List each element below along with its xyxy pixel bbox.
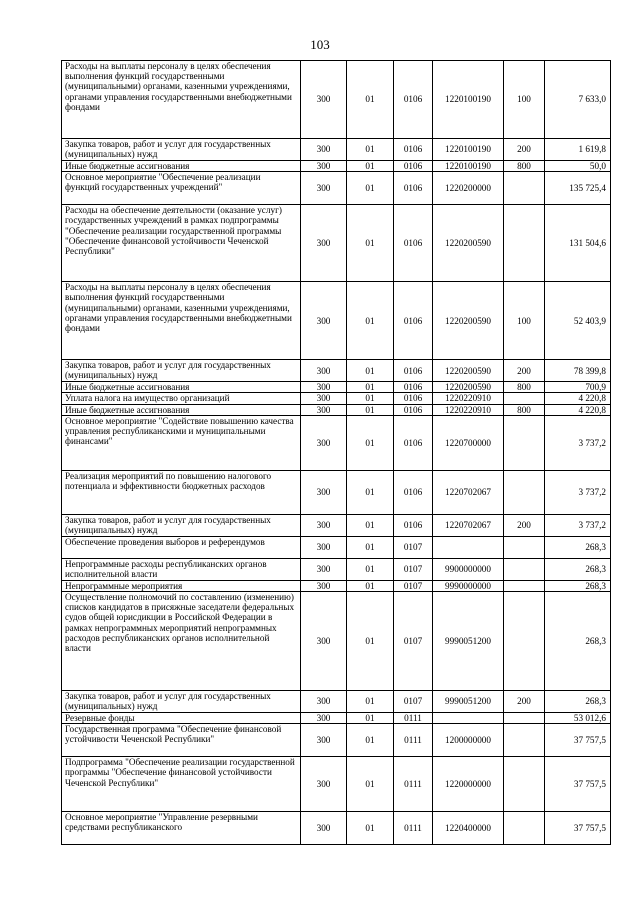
amount: 7 633,0 [545, 61, 611, 139]
expense-type-code [504, 205, 545, 282]
table-row [62, 470, 611, 514]
expense-type-code [504, 393, 545, 404]
target-article-code: 1220100190 [433, 161, 504, 172]
item-name: Расходы на выплаты персоналу в целях обеспечения выполнения функций государственными (муниципальными) органами, казенными учреждениями, органами управления государственными внебюджетными фондами [62, 282, 301, 360]
grbs-code: 300 [301, 536, 347, 558]
grbs-code: 300 [301, 360, 347, 382]
item-name: Основное мероприятие "Управление резервными средствами республиканского [62, 812, 301, 845]
table-row [62, 713, 611, 724]
subsection-code: 0107 [394, 580, 433, 591]
subsection-code: 0106 [394, 470, 433, 514]
table-row [62, 61, 611, 139]
item-name: Подпрограмма "Обеспечение реализации государственной программы "Обеспечение финансовой устойчивости Чеченской Республики" [62, 757, 301, 812]
target-article-code: 9900000000 [433, 558, 504, 580]
target-article-code: 9990051200 [433, 592, 504, 691]
table-row [62, 757, 611, 812]
subsection-code: 0106 [394, 139, 433, 161]
target-article-code: 1220100190 [433, 139, 504, 161]
item-name: Реализация мероприятий по повышению налогового потенциала и эффективности бюджетных расходов [62, 470, 301, 514]
grbs-code: 300 [301, 558, 347, 580]
expense-type-code [504, 415, 545, 470]
section-code: 01 [347, 470, 394, 514]
section-code: 01 [347, 757, 394, 812]
section-code: 01 [347, 393, 394, 404]
target-article-code: 1220200590 [433, 360, 504, 382]
grbs-code: 300 [301, 691, 347, 713]
section-code: 01 [347, 282, 394, 360]
item-name: Непрограммные расходы республиканских органов исполнительной власти [62, 558, 301, 580]
expense-type-code: 200 [504, 360, 545, 382]
amount: 268,3 [545, 536, 611, 558]
item-name: Расходы на обеспечение деятельности (оказание услуг) государственных учреждений в рамках подпрограммы "Обеспечение реализации государственной программы "Обеспечение финансовой устойчивости Чеченской Республики" [62, 205, 301, 282]
subsection-code: 0107 [394, 558, 433, 580]
expense-type-code [504, 580, 545, 591]
subsection-code: 0107 [394, 536, 433, 558]
table-row [62, 691, 611, 713]
expense-type-code: 200 [504, 139, 545, 161]
table-row [62, 580, 611, 591]
target-article-code: 1220200590 [433, 382, 504, 393]
subsection-code: 0111 [394, 757, 433, 812]
table-row [62, 205, 611, 282]
amount: 37 757,5 [545, 724, 611, 757]
item-name: Закупка товаров, работ и услуг для государственных (муниципальных) нужд [62, 139, 301, 161]
amount: 3 737,2 [545, 470, 611, 514]
amount: 3 737,2 [545, 514, 611, 536]
expense-type-code: 100 [504, 61, 545, 139]
amount: 37 757,5 [545, 812, 611, 845]
amount: 268,3 [545, 592, 611, 691]
table-row [62, 161, 611, 172]
amount: 78 399,8 [545, 360, 611, 382]
subsection-code: 0106 [394, 393, 433, 404]
table-row [62, 282, 611, 360]
table-row [62, 536, 611, 558]
grbs-code: 300 [301, 61, 347, 139]
grbs-code: 300 [301, 172, 347, 205]
table-row [62, 558, 611, 580]
section-code: 01 [347, 536, 394, 558]
subsection-code: 0106 [394, 161, 433, 172]
grbs-code: 300 [301, 161, 347, 172]
budget-table [61, 60, 611, 845]
item-name: Иные бюджетные ассигнования [62, 382, 301, 393]
amount: 3 737,2 [545, 415, 611, 470]
expense-type-code: 800 [504, 382, 545, 393]
section-code: 01 [347, 382, 394, 393]
table-row [62, 592, 611, 691]
section-code: 01 [347, 812, 394, 845]
table-row [62, 404, 611, 415]
grbs-code: 300 [301, 580, 347, 591]
expense-type-code [504, 558, 545, 580]
subsection-code: 0106 [394, 382, 433, 393]
subsection-code: 0111 [394, 724, 433, 757]
item-name: Государственная программа "Обеспечение финансовой устойчивости Чеченской Республики" [62, 724, 301, 757]
amount: 135 725,4 [545, 172, 611, 205]
section-code: 01 [347, 514, 394, 536]
item-name: Основное мероприятие "Обеспечение реализации функций государственных учреждений" [62, 172, 301, 205]
target-article-code: 1220200000 [433, 172, 504, 205]
amount: 700,9 [545, 382, 611, 393]
target-article-code [433, 536, 504, 558]
section-code: 01 [347, 713, 394, 724]
subsection-code: 0106 [394, 404, 433, 415]
amount: 50,0 [545, 161, 611, 172]
section-code: 01 [347, 558, 394, 580]
expense-type-code [504, 812, 545, 845]
amount: 4 220,8 [545, 393, 611, 404]
item-name: Основное мероприятие "Содействие повышению качества управления республиканскими и муниципальными финансами" [62, 415, 301, 470]
item-name: Непрограммные мероприятия [62, 580, 301, 591]
target-article-code: 1200000000 [433, 724, 504, 757]
expense-type-code [504, 757, 545, 812]
table-row [62, 415, 611, 470]
target-article-code: 1220200590 [433, 282, 504, 360]
grbs-code: 300 [301, 514, 347, 536]
section-code: 01 [347, 404, 394, 415]
item-name: Иные бюджетные ассигнования [62, 161, 301, 172]
amount: 37 757,5 [545, 757, 611, 812]
amount: 52 403,9 [545, 282, 611, 360]
section-code: 01 [347, 161, 394, 172]
grbs-code: 300 [301, 139, 347, 161]
table-row [62, 172, 611, 205]
subsection-code: 0111 [394, 812, 433, 845]
amount: 268,3 [545, 691, 611, 713]
amount: 4 220,8 [545, 404, 611, 415]
expense-type-code [504, 592, 545, 691]
target-article-code: 1220100190 [433, 61, 504, 139]
target-article-code: 1220700000 [433, 415, 504, 470]
table-row [62, 724, 611, 757]
grbs-code: 300 [301, 592, 347, 691]
grbs-code: 300 [301, 470, 347, 514]
grbs-code: 300 [301, 393, 347, 404]
subsection-code: 0107 [394, 592, 433, 691]
expense-type-code [504, 536, 545, 558]
amount: 131 504,6 [545, 205, 611, 282]
target-article-code [433, 713, 504, 724]
item-name: Закупка товаров, работ и услуг для государственных (муниципальных) нужд [62, 360, 301, 382]
subsection-code: 0111 [394, 713, 433, 724]
table-row [62, 139, 611, 161]
item-name: Резервные фонды [62, 713, 301, 724]
target-article-code: 1220220910 [433, 404, 504, 415]
item-name: Уплата налога на имущество организаций [62, 393, 301, 404]
expense-type-code [504, 172, 545, 205]
expense-type-code [504, 724, 545, 757]
table-row [62, 360, 611, 382]
target-article-code: 1220702067 [433, 514, 504, 536]
subsection-code: 0107 [394, 691, 433, 713]
target-article-code: 1220000000 [433, 757, 504, 812]
page-number: 103 [310, 37, 330, 52]
item-name: Закупка товаров, работ и услуг для государственных (муниципальных) нужд [62, 514, 301, 536]
table-row [62, 393, 611, 404]
target-article-code: 9990051200 [433, 691, 504, 713]
expense-type-code [504, 470, 545, 514]
grbs-code: 300 [301, 757, 347, 812]
expense-type-code [504, 713, 545, 724]
budget-table-body [62, 61, 611, 845]
target-article-code: 9990000000 [433, 580, 504, 591]
subsection-code: 0106 [394, 282, 433, 360]
target-article-code: 1220702067 [433, 470, 504, 514]
amount: 268,3 [545, 580, 611, 591]
subsection-code: 0106 [394, 415, 433, 470]
expense-type-code: 800 [504, 404, 545, 415]
amount: 53 012,6 [545, 713, 611, 724]
grbs-code: 300 [301, 713, 347, 724]
subsection-code: 0106 [394, 205, 433, 282]
section-code: 01 [347, 360, 394, 382]
grbs-code: 300 [301, 205, 347, 282]
section-code: 01 [347, 172, 394, 205]
subsection-code: 0106 [394, 514, 433, 536]
section-code: 01 [347, 580, 394, 591]
grbs-code: 300 [301, 382, 347, 393]
section-code: 01 [347, 205, 394, 282]
grbs-code: 300 [301, 404, 347, 415]
target-article-code: 1220220910 [433, 393, 504, 404]
subsection-code: 0106 [394, 360, 433, 382]
expense-type-code: 200 [504, 514, 545, 536]
item-name: Осуществление полномочий по составлению (изменению) списков кандидатов в присяжные заседатели федеральных судов общей юрисдикции в Российской Федерации в рамках непрограммных мероприятий непрограммных расходов республиканских органов исполнительной власти [62, 592, 301, 691]
grbs-code: 300 [301, 724, 347, 757]
grbs-code: 300 [301, 415, 347, 470]
table-row [62, 812, 611, 845]
section-code: 01 [347, 724, 394, 757]
table-row [62, 382, 611, 393]
grbs-code: 300 [301, 812, 347, 845]
section-code: 01 [347, 691, 394, 713]
subsection-code: 0106 [394, 61, 433, 139]
target-article-code: 1220400000 [433, 812, 504, 845]
section-code: 01 [347, 415, 394, 470]
table-row [62, 514, 611, 536]
section-code: 01 [347, 139, 394, 161]
amount: 1 619,8 [545, 139, 611, 161]
amount: 268,3 [545, 558, 611, 580]
target-article-code: 1220200590 [433, 205, 504, 282]
item-name: Обеспечение проведения выборов и референдумов [62, 536, 301, 558]
item-name: Закупка товаров, работ и услуг для государственных (муниципальных) нужд [62, 691, 301, 713]
section-code: 01 [347, 61, 394, 139]
expense-type-code: 200 [504, 691, 545, 713]
expense-type-code: 800 [504, 161, 545, 172]
section-code: 01 [347, 592, 394, 691]
item-name: Иные бюджетные ассигнования [62, 404, 301, 415]
subsection-code: 0106 [394, 172, 433, 205]
item-name: Расходы на выплаты персоналу в целях обеспечения выполнения функций государственными (муниципальными) органами, казенными учреждениями, органами управления государственными внебюджетными фондами [62, 61, 301, 139]
expense-type-code: 100 [504, 282, 545, 360]
grbs-code: 300 [301, 282, 347, 360]
